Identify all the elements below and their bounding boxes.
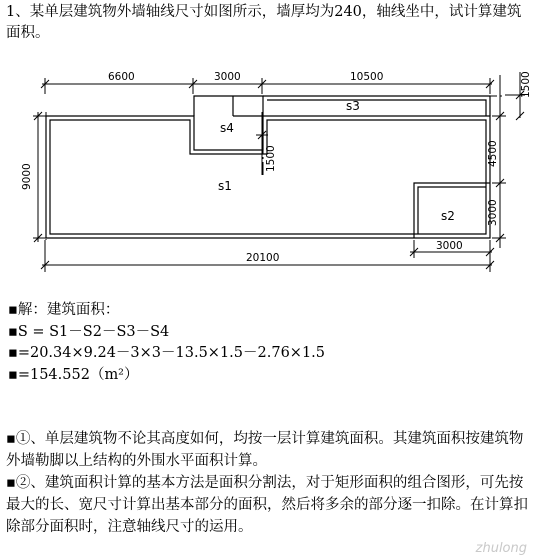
watermark: zhulong [475,541,527,556]
solution-line: ▪S = S1－S2－S3－S4 [8,323,170,340]
dim-right-low: 3000 [487,199,499,226]
solution-line: ▪=154.552（m²） [8,366,139,383]
solution-block [8,300,325,386]
dim-top-right: 10500 [350,71,384,83]
region-label-s3: s3 [346,99,360,113]
notes-block [6,428,530,538]
solution-line: ▪解：建筑面积： [8,302,120,318]
question-text: 1、某单层建筑物外墙轴线尺寸如图所示，墙厚均为240，轴线坐中，试计算建筑面积。 [6,4,522,41]
dim-bottom-total: 20100 [246,252,280,264]
dim-left: 9000 [21,163,33,190]
dim-inner: 1500 [265,145,277,172]
dim-right-mid: 4500 [487,140,499,167]
region-label-s1: s1 [218,179,232,193]
solution-line: ▪=20.34×9.24－3×3－13.5×1.5－2.76×1.5 [8,345,326,361]
region-label-s4: s4 [220,121,234,135]
dim-right-top: 1500 [520,71,532,98]
floor-plan-drawing [0,58,535,283]
dim-top-mid: 3000 [214,71,241,83]
dim-bottom-step: 3000 [436,240,463,252]
note-paragraph: ▪②、建筑面积计算的基本方法是面积分割法，对于矩形面积的组合图形，可先按最大的长、宽尺寸计算出基本部分的面积，然后将多余的部分逐一扣除。在计算扣除部分面积时，注意轴线尺寸的运用。 [6,475,528,535]
dim-top-left: 6600 [108,71,135,83]
note-paragraph: ▪①、单层建筑物不论其高度如何，均按一层计算建筑面积。其建筑面积按建筑物外墙勒脚以上结构的外围水平面积计算。 [6,431,524,469]
region-label-s2: s2 [441,209,455,223]
